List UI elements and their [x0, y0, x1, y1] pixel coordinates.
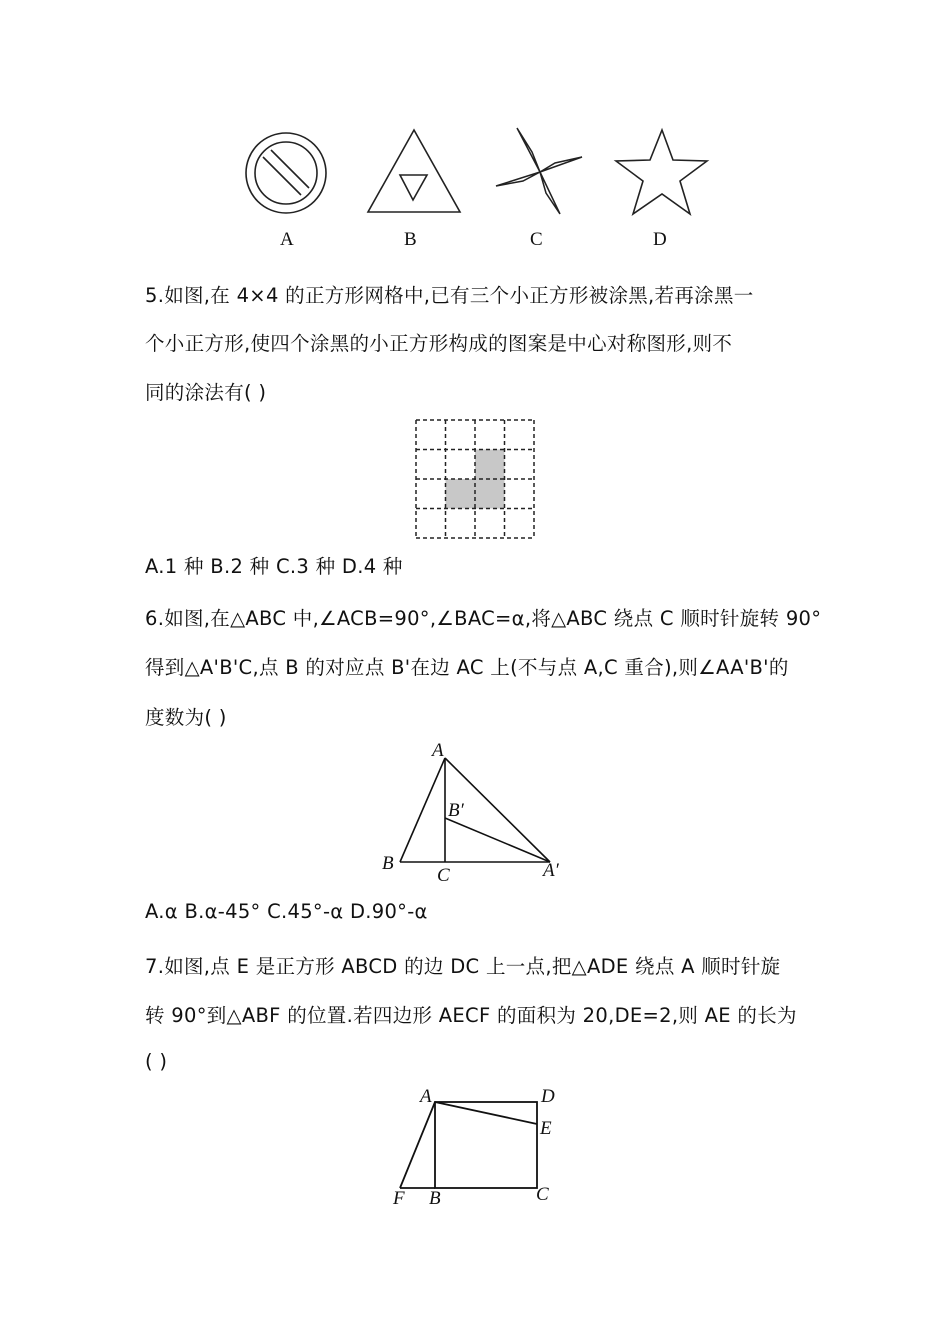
q6-line-1: 6.如图,在△ABC 中,∠ACB=90°,∠BAC=α,将△ABC 绕点 C 顺时针旋转 90°: [145, 607, 822, 630]
symbol-c-pinwheel: [496, 128, 582, 214]
q6-label-b: B: [382, 853, 394, 874]
q7-square-figure: [390, 1090, 590, 1220]
q6-segment-bpap: [445, 818, 550, 862]
q5-line-1: 5.如图,在 4×4 的正方形网格中,已有三个小正方形被涂黑,若再涂黑一: [145, 284, 754, 307]
q7-label-a: A: [420, 1086, 432, 1107]
q7-label-f: F: [393, 1188, 405, 1209]
q6-segment-ab: [400, 758, 445, 862]
q7-segment-af: [400, 1102, 435, 1188]
q6-label-bp: B′: [448, 800, 464, 821]
q5-line-3: 同的涂法有( ): [145, 381, 267, 404]
shaded-cell: [475, 450, 505, 480]
symbol-label-d: D: [653, 229, 667, 250]
q7-label-e: E: [540, 1118, 552, 1139]
q7-label-d: D: [541, 1086, 555, 1107]
symbol-a-prohibition: [246, 133, 326, 213]
q5-options: A.1 种 B.2 种 C.3 种 D.4 种: [145, 555, 403, 578]
q7-line-2: 转 90°到△ABF 的位置.若四边形 AECF 的面积为 20,DE=2,则 AE 的长为: [145, 1004, 797, 1027]
q7-label-b: B: [429, 1188, 441, 1209]
q7-label-c: C: [536, 1184, 549, 1205]
symbol-label-c: C: [530, 229, 543, 250]
q7-line-3: ( ): [145, 1050, 168, 1073]
symbols-figure: [0, 0, 950, 260]
symbol-label-a: A: [280, 229, 294, 250]
q6-line-3: 度数为( ): [145, 706, 227, 729]
q5-line-2: 个小正方形,使四个涂黑的小正方形构成的图案是中心对称图形,则不: [145, 332, 733, 355]
q6-label-ap: A′: [543, 860, 559, 881]
q7-square-abcd: [435, 1102, 537, 1188]
q6-label-a: A: [432, 740, 444, 761]
q6-label-c: C: [437, 865, 450, 886]
symbol-b-triangle: [368, 130, 460, 212]
q6-line-2: 得到△A'B'C,点 B 的对应点 B'在边 AC 上(不与点 A,C 重合),则∠AA'B'的: [145, 656, 789, 679]
shaded-cell: [446, 479, 476, 509]
q6-options: A.α B.α-45° C.45°-α D.90°-α: [145, 900, 428, 923]
symbol-d-star: [616, 130, 707, 214]
shaded-cell: [475, 479, 505, 509]
q5-grid-figure: [414, 418, 536, 536]
q7-segment-ae: [435, 1102, 537, 1124]
symbol-label-b: B: [404, 229, 417, 250]
q7-line-1: 7.如图,点 E 是正方形 ABCD 的边 DC 上一点,把△ADE 绕点 A 顺时针旋: [145, 955, 781, 978]
